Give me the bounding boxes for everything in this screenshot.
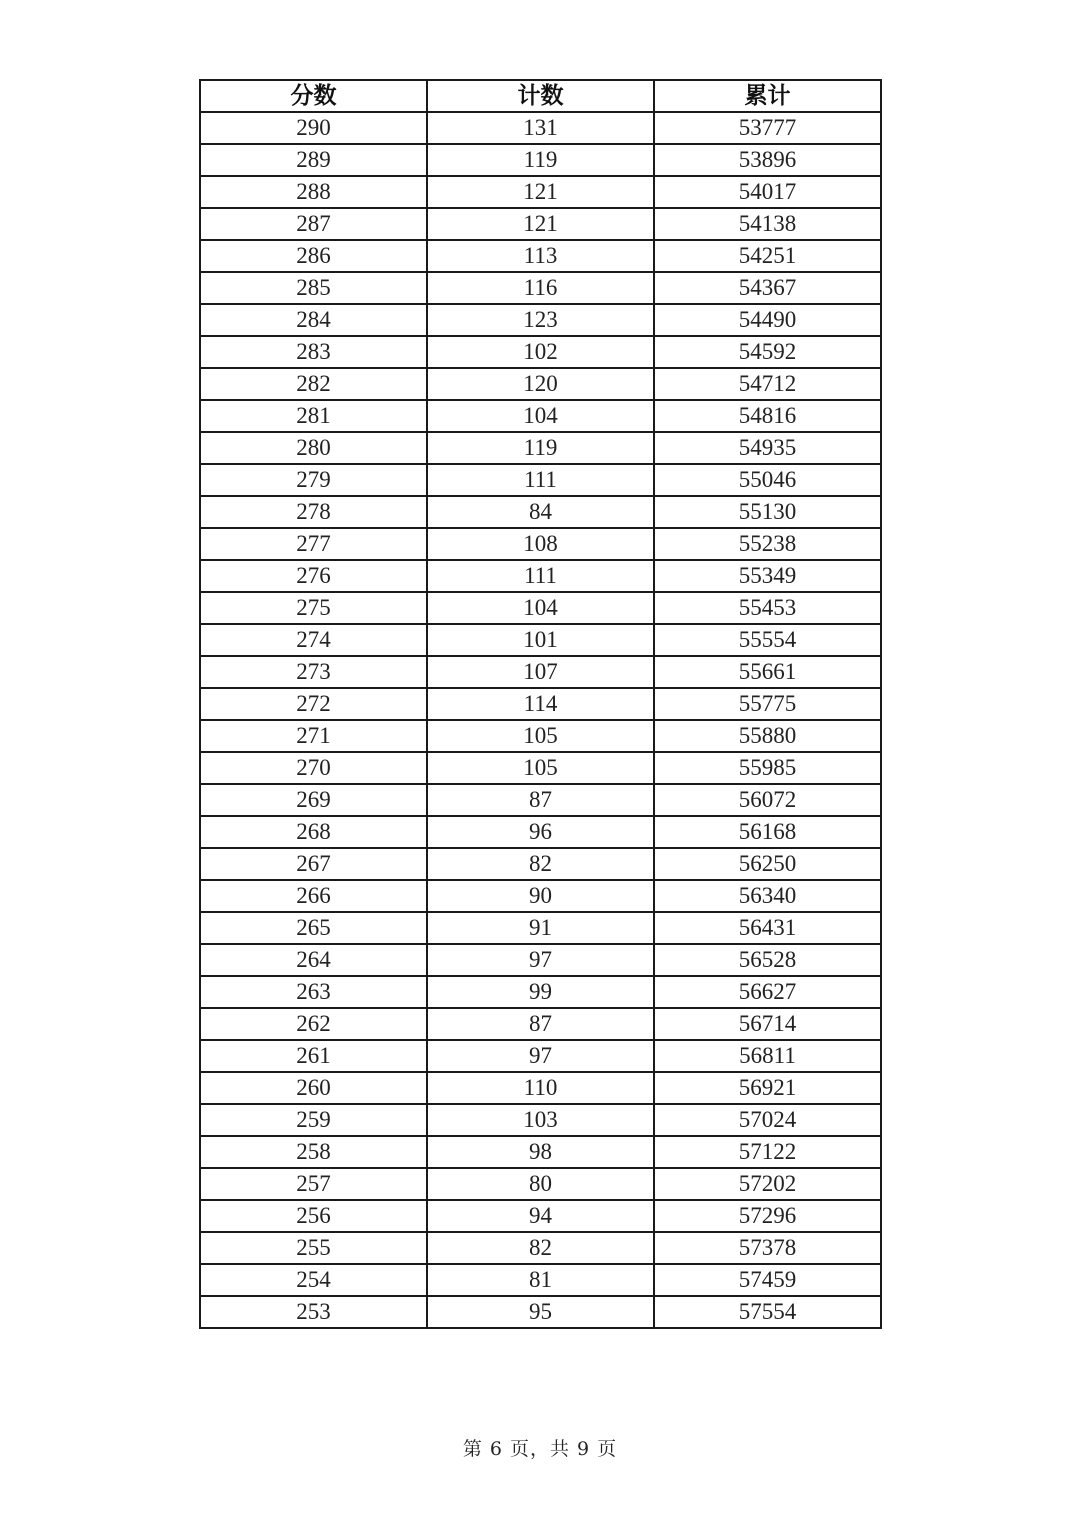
- score-cell: 260: [200, 1072, 427, 1104]
- score-cell: 257: [200, 1168, 427, 1200]
- cumulative-cell: 54816: [654, 400, 881, 432]
- cumulative-cell: 56340: [654, 880, 881, 912]
- count-cell: 96: [427, 816, 654, 848]
- cumulative-cell: 54138: [654, 208, 881, 240]
- table-row: [200, 144, 881, 176]
- count-cell: 111: [427, 464, 654, 496]
- score-cell: 288: [200, 176, 427, 208]
- count-cell: 121: [427, 208, 654, 240]
- score-cell: 286: [200, 240, 427, 272]
- cumulative-cell: 53896: [654, 144, 881, 176]
- score-cell: 253: [200, 1296, 427, 1328]
- score-cell: 263: [200, 976, 427, 1008]
- score-cell: 267: [200, 848, 427, 880]
- cumulative-cell: 55554: [654, 624, 881, 656]
- cumulative-cell: 54367: [654, 272, 881, 304]
- table-row: [200, 304, 881, 336]
- cumulative-cell: 55130: [654, 496, 881, 528]
- table-row: [200, 1232, 881, 1264]
- table-row: [200, 368, 881, 400]
- score-cell: 281: [200, 400, 427, 432]
- count-cell: 81: [427, 1264, 654, 1296]
- count-cell: 94: [427, 1200, 654, 1232]
- cumulative-cell: 54490: [654, 304, 881, 336]
- score-cell: 258: [200, 1136, 427, 1168]
- table-row: [200, 944, 881, 976]
- table-row: [200, 496, 881, 528]
- cumulative-cell: 56811: [654, 1040, 881, 1072]
- score-cell: 269: [200, 784, 427, 816]
- cumulative-cell: 55453: [654, 592, 881, 624]
- score-cell: 264: [200, 944, 427, 976]
- count-cell: 84: [427, 496, 654, 528]
- table-row: [200, 528, 881, 560]
- score-cell: 272: [200, 688, 427, 720]
- table-row: [200, 240, 881, 272]
- count-cell: 95: [427, 1296, 654, 1328]
- count-cell: 102: [427, 336, 654, 368]
- table-body: [200, 112, 881, 1328]
- table-row: [200, 1040, 881, 1072]
- table-row: [200, 784, 881, 816]
- table-row: [200, 176, 881, 208]
- cumulative-cell: 57554: [654, 1296, 881, 1328]
- count-cell: 101: [427, 624, 654, 656]
- table-row: [200, 1136, 881, 1168]
- score-cell: 261: [200, 1040, 427, 1072]
- cumulative-cell: 54251: [654, 240, 881, 272]
- count-cell: 82: [427, 1232, 654, 1264]
- table-row: [200, 112, 881, 144]
- cumulative-cell: 57024: [654, 1104, 881, 1136]
- table-row: [200, 1264, 881, 1296]
- score-cell: 255: [200, 1232, 427, 1264]
- table-row: [200, 880, 881, 912]
- count-cell: 131: [427, 112, 654, 144]
- count-cell: 110: [427, 1072, 654, 1104]
- cumulative-cell: 57378: [654, 1232, 881, 1264]
- table-row: [200, 208, 881, 240]
- count-cell: 90: [427, 880, 654, 912]
- cumulative-cell: 55880: [654, 720, 881, 752]
- cumulative-cell: 54935: [654, 432, 881, 464]
- score-cell: 278: [200, 496, 427, 528]
- count-cell: 105: [427, 752, 654, 784]
- count-cell: 98: [427, 1136, 654, 1168]
- table-row: [200, 336, 881, 368]
- cumulative-cell: 57296: [654, 1200, 881, 1232]
- cumulative-cell: 55775: [654, 688, 881, 720]
- header-score: 分数: [200, 80, 427, 112]
- cumulative-cell: 55349: [654, 560, 881, 592]
- cumulative-cell: 56250: [654, 848, 881, 880]
- count-cell: 123: [427, 304, 654, 336]
- cumulative-cell: 56431: [654, 912, 881, 944]
- table-row: [200, 1072, 881, 1104]
- score-cell: 273: [200, 656, 427, 688]
- cumulative-cell: 56714: [654, 1008, 881, 1040]
- count-cell: 105: [427, 720, 654, 752]
- table-row: [200, 976, 881, 1008]
- cumulative-cell: 57122: [654, 1136, 881, 1168]
- cumulative-cell: 56627: [654, 976, 881, 1008]
- score-cell: 285: [200, 272, 427, 304]
- count-cell: 97: [427, 944, 654, 976]
- score-cell: 274: [200, 624, 427, 656]
- header-cumulative: 累计: [654, 80, 881, 112]
- score-cell: 266: [200, 880, 427, 912]
- table-row: [200, 1168, 881, 1200]
- cumulative-cell: 55046: [654, 464, 881, 496]
- score-cell: 283: [200, 336, 427, 368]
- score-cell: 271: [200, 720, 427, 752]
- count-cell: 82: [427, 848, 654, 880]
- score-cell: 289: [200, 144, 427, 176]
- cumulative-cell: 54592: [654, 336, 881, 368]
- count-cell: 103: [427, 1104, 654, 1136]
- cumulative-cell: 55238: [654, 528, 881, 560]
- count-cell: 119: [427, 432, 654, 464]
- cumulative-cell: 57202: [654, 1168, 881, 1200]
- table-header: [200, 80, 881, 112]
- cumulative-cell: 53777: [654, 112, 881, 144]
- count-cell: 113: [427, 240, 654, 272]
- table-row: [200, 848, 881, 880]
- table-row: [200, 464, 881, 496]
- count-cell: 104: [427, 592, 654, 624]
- count-cell: 91: [427, 912, 654, 944]
- table-row: [200, 272, 881, 304]
- count-cell: 97: [427, 1040, 654, 1072]
- table-row: [200, 432, 881, 464]
- score-cell: 256: [200, 1200, 427, 1232]
- count-cell: 116: [427, 272, 654, 304]
- table-row: [200, 720, 881, 752]
- count-cell: 87: [427, 784, 654, 816]
- score-cell: 268: [200, 816, 427, 848]
- count-cell: 108: [427, 528, 654, 560]
- table-row: [200, 1104, 881, 1136]
- score-cell: 277: [200, 528, 427, 560]
- cumulative-cell: 54017: [654, 176, 881, 208]
- table-row: [200, 624, 881, 656]
- count-cell: 111: [427, 560, 654, 592]
- score-cell: 270: [200, 752, 427, 784]
- score-cell: 290: [200, 112, 427, 144]
- table-row: [200, 1296, 881, 1328]
- count-cell: 120: [427, 368, 654, 400]
- cumulative-cell: 55661: [654, 656, 881, 688]
- score-cell: 259: [200, 1104, 427, 1136]
- table-row: [200, 560, 881, 592]
- table-row: [200, 1200, 881, 1232]
- score-cell: 280: [200, 432, 427, 464]
- cumulative-cell: 55985: [654, 752, 881, 784]
- score-cell: 276: [200, 560, 427, 592]
- table-row: [200, 1008, 881, 1040]
- score-cell: 279: [200, 464, 427, 496]
- cumulative-cell: 54712: [654, 368, 881, 400]
- table-row: [200, 400, 881, 432]
- score-cell: 275: [200, 592, 427, 624]
- score-cell: 287: [200, 208, 427, 240]
- score-distribution-table: [199, 79, 882, 1329]
- count-cell: 114: [427, 688, 654, 720]
- table-row: [200, 816, 881, 848]
- score-cell: 254: [200, 1264, 427, 1296]
- cumulative-cell: 56528: [654, 944, 881, 976]
- score-cell: 284: [200, 304, 427, 336]
- header-count: 计数: [427, 80, 654, 112]
- table-row: [200, 688, 881, 720]
- cumulative-cell: 56168: [654, 816, 881, 848]
- count-cell: 119: [427, 144, 654, 176]
- cumulative-cell: 57459: [654, 1264, 881, 1296]
- table-row: [200, 752, 881, 784]
- count-cell: 99: [427, 976, 654, 1008]
- cumulative-cell: 56072: [654, 784, 881, 816]
- count-cell: 107: [427, 656, 654, 688]
- count-cell: 121: [427, 176, 654, 208]
- table-row: [200, 592, 881, 624]
- count-cell: 80: [427, 1168, 654, 1200]
- table-row: [200, 912, 881, 944]
- table-row: [200, 656, 881, 688]
- count-cell: 87: [427, 1008, 654, 1040]
- score-cell: 282: [200, 368, 427, 400]
- cumulative-cell: 56921: [654, 1072, 881, 1104]
- score-cell: 265: [200, 912, 427, 944]
- count-cell: 104: [427, 400, 654, 432]
- page-number-footer: 第 6 页，共 9 页: [462, 1438, 618, 1460]
- table-header-row: [200, 80, 881, 112]
- score-cell: 262: [200, 1008, 427, 1040]
